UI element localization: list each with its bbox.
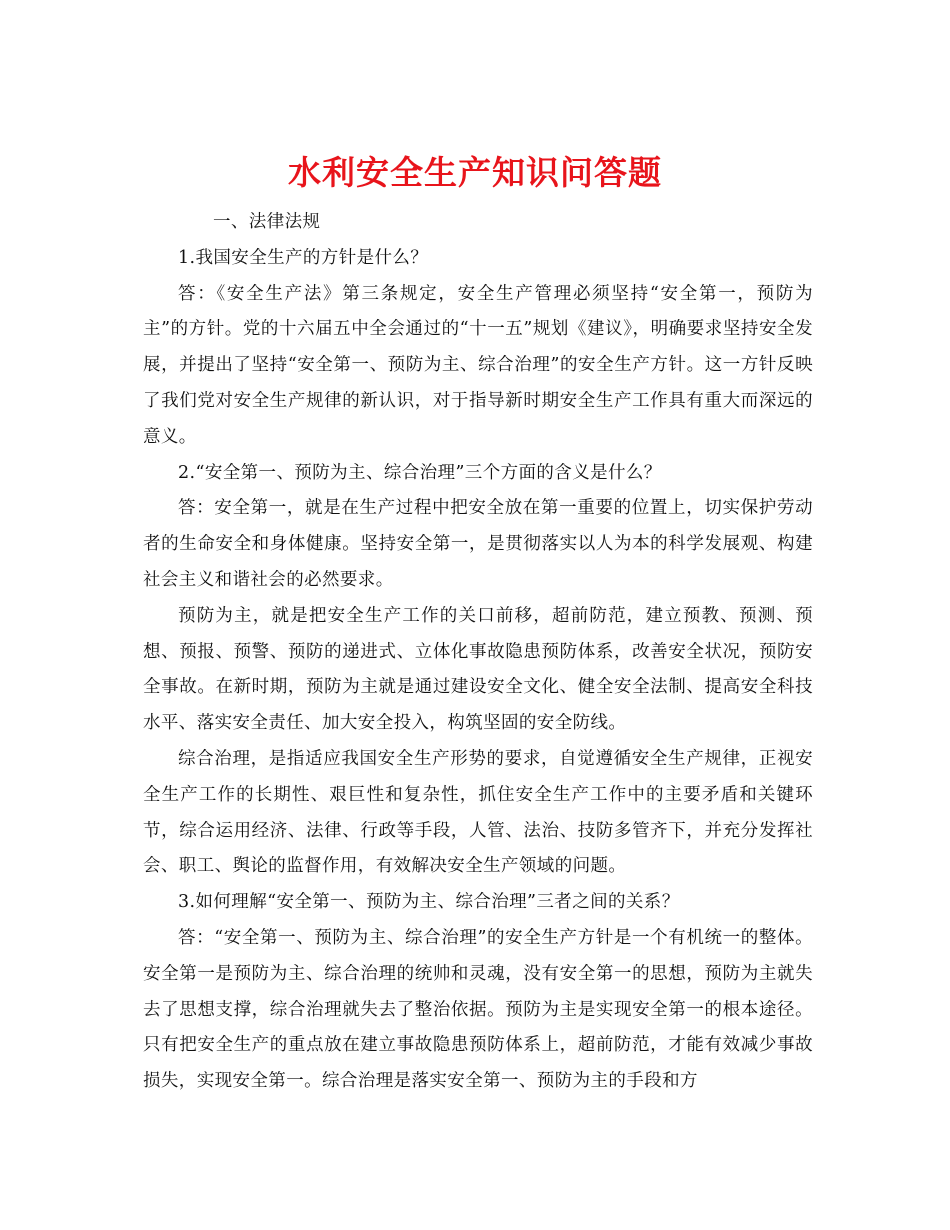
question-3: 3.如何理解“安全第一、预防为主、综合治理”三者之间的关系？ (178, 892, 680, 913)
question-2: 2.“安全第一、预防为主、综合治理”三个方面的含义是什么？ (178, 462, 662, 483)
document-body (143, 205, 813, 1100)
answer-2-comprehensive: 综合治理，是指适应我国安全生产形势的要求，自觉遵循安全生产规律，正视安全生产工作的长期性、艰巨性和复杂性，抓住安全生产工作中的主要矛盾和关键环节，综合运用经济、法律、行政等手段，人管、法治、技防多管齐下，并充分发挥社会、职工、舆论的监督作用，有效解决安全生产领域的问题。 (143, 748, 813, 877)
answer-2-safety-first: 答：安全第一，就是在生产过程中把安全放在第一重要的位置上，切实保护劳动者的生命安全和身体健康。坚持安全第一，是贯彻落实以人为本的科学发展观、构建社会主义和谐社会的必然要求。 (143, 498, 813, 590)
section-heading: 一、法律法规 (213, 212, 321, 232)
answer-2-prevention: 预防为主，就是把安全生产工作的关口前移，超前防范，建立预教、预测、预想、预报、预警、预防的递进式、立体化事故隐患预防体系，改善安全状况，预防安全事故。在新时期，预防为主就是通过建设安全文化、健全安全法制、提高安全科技水平、落实安全责任、加大安全投入，构筑坚固的安全防线。 (143, 605, 813, 734)
answer-1: 答：《安全生产法》第三条规定，安全生产管理必须坚持“安全第一，预防为主”的方针。党的十六届五中全会通过的“十一五”规划《建议》，明确要求坚持安全发展，并提出了坚持“安全第一、预防为主、综合治理”的安全生产方针。这一方针反映了我们党对安全生产规律的新认识，对于指导新时期安全生产工作具有重大而深远的意义。 (143, 283, 813, 447)
question-1: 1.我国安全生产的方针是什么？ (178, 247, 429, 268)
document-title: 水利安全生产知识问答题 (288, 153, 662, 193)
answer-3: 答：“安全第一、预防为主、综合治理”的安全生产方针是一个有机统一的整体。安全第一是预防为主、综合治理的统帅和灵魂，没有安全第一的思想，预防为主就失去了思想支撑，综合治理就失去了整治依据。预防为主是实现安全第一的根本途径。只有把安全生产的重点放在建立事故隐患预防体系上，超前防范，才能有效减少事故损失，实现安全第一。综合治理是落实安全第一、预防为主的手段和方 (143, 927, 813, 1092)
